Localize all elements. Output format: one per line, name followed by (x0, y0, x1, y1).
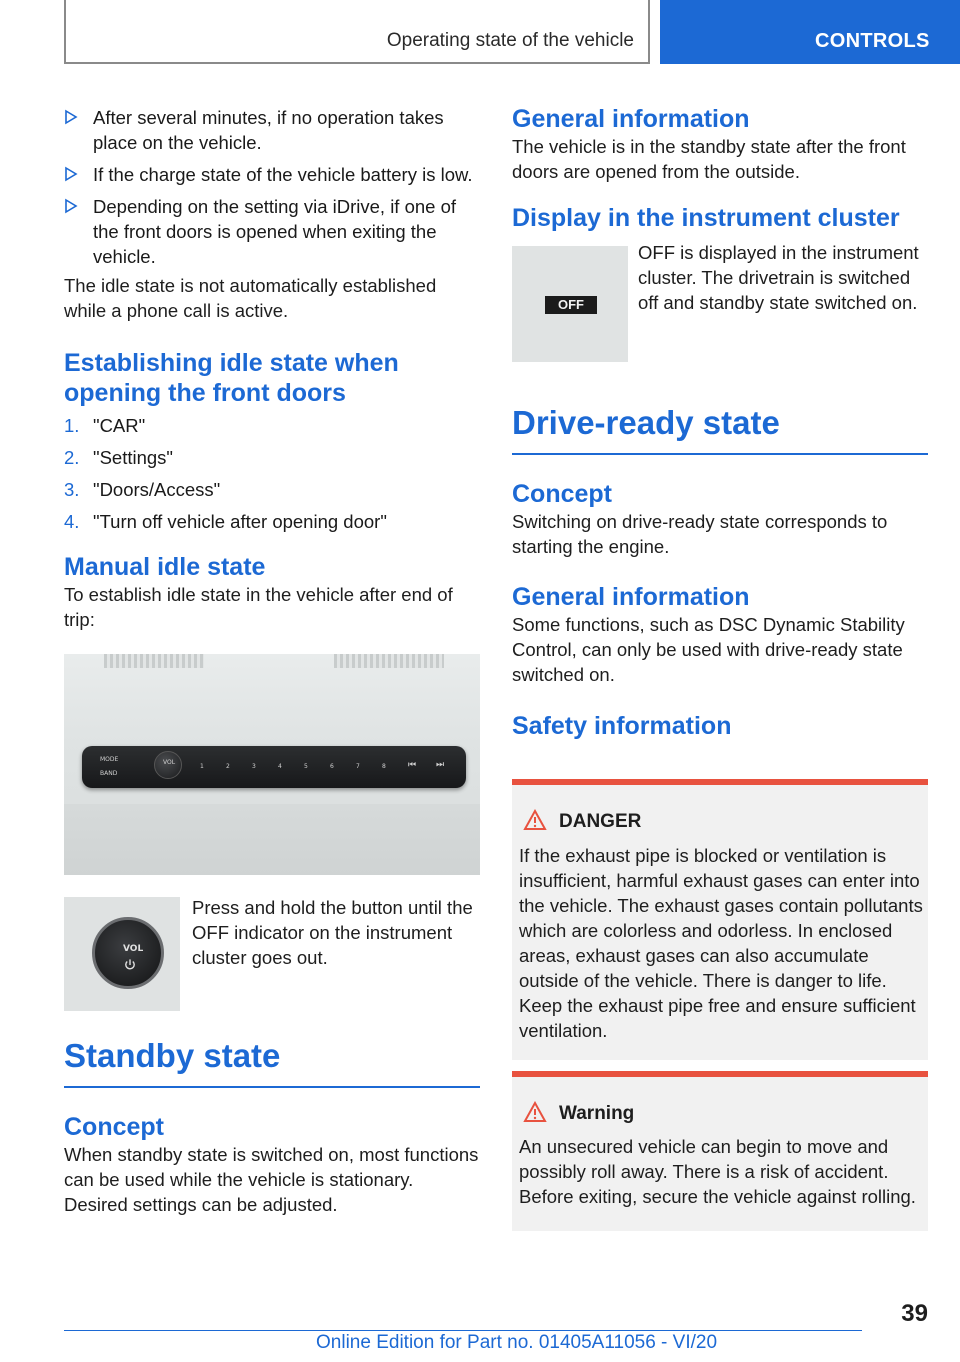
warning-triangle-icon (523, 809, 547, 831)
section-rule (512, 453, 928, 455)
standby-concept-text: When standby state is switched on, most functions can be used while the vehicle is stationary. Desired settings can be adjusted. (64, 1144, 479, 1215)
preset-label: 3 (252, 763, 256, 770)
idle-conditions-list (64, 105, 480, 269)
step-text: "Turn off vehicle after opening door" (93, 511, 387, 532)
page-number: 39 (901, 1300, 928, 1327)
idle-note: The idle state is not automatically established while a phone call is active. (64, 275, 437, 321)
header-section-box (64, 0, 650, 64)
next-track-icon: ⏭ (436, 760, 445, 770)
right-column (512, 100, 928, 741)
warning-title: Warning (559, 1103, 635, 1124)
list-item (64, 413, 480, 438)
standby-heading: Standby state (64, 1037, 281, 1074)
danger-text: If the exhaust pipe is blocked or ventilation is insufficient, harmful exhaust gases can enter into the vehicle. The exhaust gases contain pollutants which are colorless and odorless. In enclosed areas, exhaust gases can also accumulate outside of the vehicle. There is danger to life. Keep the exhaust pipe free and ensure sufficient ventilation. (519, 845, 923, 1041)
preset-label: 2 (226, 763, 230, 770)
console-lower-panel (64, 804, 480, 875)
list-item (64, 445, 480, 470)
mode-label: MODE (100, 756, 119, 763)
list-item (64, 162, 480, 187)
list-item (64, 194, 480, 269)
preset-label: 5 (304, 763, 308, 770)
previous-track-icon: ⏮ (408, 760, 417, 770)
footer-edition: Online Edition for Part no. 01405A11056 - VI/20 (316, 1332, 718, 1353)
console-photo (64, 654, 480, 875)
vol-label: VOL (163, 759, 176, 766)
step-text: "CAR" (93, 415, 146, 436)
manual-idle-heading: Manual idle state (64, 553, 266, 581)
step-number: 4. (64, 511, 80, 532)
step-number: 2. (64, 447, 80, 468)
general-info-heading: General information (512, 105, 750, 133)
press-hold-text: Press and hold the button until the OFF indicator on the instrument cluster goes out. (192, 897, 473, 968)
display-cluster-heading: Display in the instrument cluster (512, 204, 900, 232)
list-item (64, 105, 480, 155)
triangle-bullet-icon (64, 109, 78, 125)
manual-idle-text: To establish idle state in the vehicle after end of trip: (64, 584, 453, 630)
establishing-steps (64, 413, 480, 534)
vol-label: VOL (123, 944, 144, 954)
press-instruction-block (64, 895, 480, 1025)
power-icon (123, 958, 137, 972)
list-item-text: If the charge state of the vehicle battery is low. (93, 164, 473, 185)
general-info-2-heading: General information (512, 583, 750, 611)
off-display-text: OFF is displayed in the instrument cluster. The drivetrain is switched off and standby state switched on. (638, 242, 919, 313)
cluster-display-photo (512, 246, 628, 362)
knob-closeup-photo (64, 897, 180, 1011)
drive-concept-heading: Concept (512, 480, 612, 508)
header-section-title: Operating state of the vehicle (386, 30, 634, 51)
volume-knob-closeup (92, 917, 164, 989)
left-column (64, 100, 480, 1217)
step-number: 3. (64, 479, 80, 500)
section-rule (64, 1086, 480, 1088)
preset-label: 4 (278, 763, 282, 770)
list-item (64, 509, 480, 534)
general-info-text: The vehicle is in the standby state after the front doors are opened from the outside. (512, 136, 906, 182)
general-info-2-text: Some functions, such as DSC Dynamic Stability Control, can only be used with drive-ready state switched on. (512, 614, 905, 685)
warning-text: An unsecured vehicle can begin to move and possibly roll away. There is a risk of accident. Before exiting, secure the vehicle against rolling. (519, 1136, 916, 1207)
radio-control-panel (82, 746, 466, 788)
standby-concept-heading: Concept (64, 1113, 164, 1141)
list-item-text: Depending on the setting via iDrive, if one of the front doors is opened when exiting the vehicle. (93, 196, 457, 267)
preset-label: 6 (330, 763, 334, 770)
preset-label: 7 (356, 763, 360, 770)
step-text: "Doors/Access" (93, 479, 221, 500)
step-number: 1. (64, 415, 80, 436)
drive-ready-heading: Drive-ready state (512, 404, 780, 441)
triangle-bullet-icon (64, 166, 78, 182)
drive-concept-text: Switching on drive-ready state corresponds to starting the engine. (512, 511, 888, 557)
off-indicator: OFF (545, 296, 597, 314)
triangle-bullet-icon (64, 198, 78, 214)
preset-label: 8 (382, 763, 386, 770)
air-vent (334, 654, 444, 668)
footer-rule (64, 1330, 862, 1331)
danger-box (512, 779, 928, 1060)
step-text: "Settings" (93, 447, 173, 468)
warning-box (512, 1071, 928, 1231)
header-chapter-title: CONTROLS (815, 30, 930, 52)
safety-info-heading: Safety information (512, 712, 732, 740)
air-vent (104, 654, 204, 668)
cluster-display-block (512, 244, 928, 364)
header-chapter-tab (660, 0, 960, 64)
danger-title: DANGER (559, 811, 642, 832)
list-item-text: After several minutes, if no operation takes place on the vehicle. (93, 107, 444, 153)
list-item (64, 477, 480, 502)
preset-label: 1 (200, 763, 204, 770)
warning-triangle-icon (523, 1101, 547, 1123)
volume-knob (154, 751, 182, 779)
establishing-heading: Establishing idle state when opening the front doors (64, 349, 399, 407)
band-label: BAND (100, 770, 118, 777)
